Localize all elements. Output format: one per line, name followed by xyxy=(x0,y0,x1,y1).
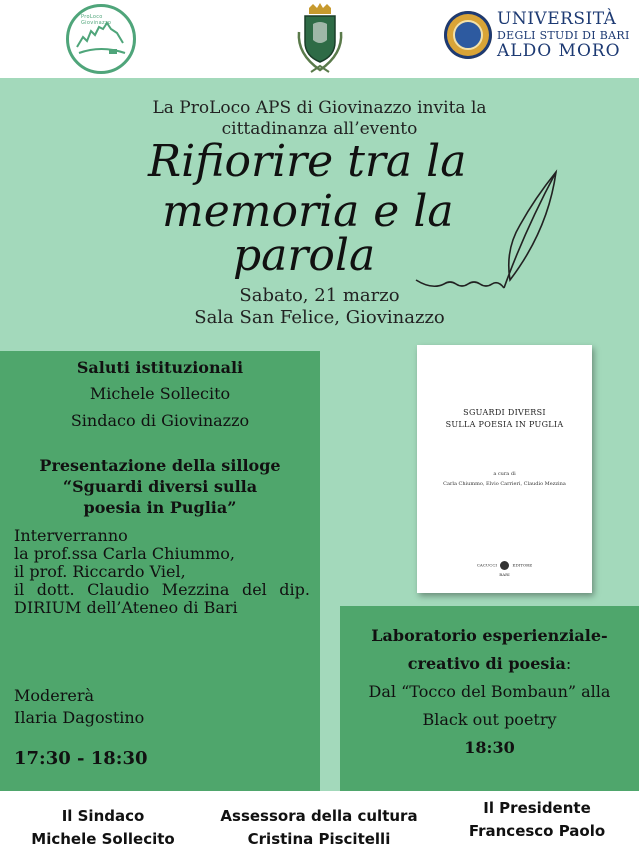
moderator-label: Modererà xyxy=(14,686,95,705)
title-line3: parola xyxy=(233,230,376,281)
presentation-line3: poesia in Puglia” xyxy=(83,498,237,517)
proloco-skyline-icon xyxy=(69,7,133,71)
workshop-desc-line1: Dal “Tocco del Bombaun” alla xyxy=(368,682,611,701)
main-panel xyxy=(0,78,639,791)
publisher-left: CACUCCI xyxy=(476,562,497,568)
university-line1: UNIVERSITÀ xyxy=(497,9,617,29)
book-cover xyxy=(417,345,592,593)
workshop-title-line2: creativo di poesia xyxy=(407,654,566,673)
signatures-footer xyxy=(0,791,639,851)
invite-line1: La ProLoco APS di Giovinazzo invita la xyxy=(152,98,487,118)
councillor-title: Assessora della cultura xyxy=(220,807,418,825)
footer-president xyxy=(452,797,622,843)
workshop-title-line2-wrap xyxy=(340,650,639,678)
speakers-list xyxy=(14,527,310,617)
book-publisher xyxy=(417,561,592,570)
book-authors: Carla Chiummo, Elvio Carrieri, Claudio Mezzina xyxy=(443,481,566,487)
greetings-heading: Saluti istituzionali xyxy=(76,358,244,377)
logos-bar xyxy=(0,0,639,78)
speaker-1: la prof.ssa Carla Chiummo, xyxy=(14,544,235,563)
program-panel xyxy=(0,351,320,791)
president-title: Il Presidente xyxy=(483,799,591,817)
workshop-desc-line2: Black out poetry xyxy=(422,710,557,729)
event-date-venue xyxy=(0,285,639,329)
speaker-2: il prof. Riccardo Viel, xyxy=(14,562,186,581)
footer-mayor xyxy=(18,805,188,851)
workshop-panel xyxy=(340,606,639,791)
invite-line2: cittadinanza all’evento xyxy=(221,119,418,139)
proloco-logo-text: ProLoco Giovinazzo xyxy=(81,14,112,26)
event-venue: Sala San Felice, Giovinazzo xyxy=(194,307,445,328)
moderator-name: Ilaria Dagostino xyxy=(14,708,145,727)
presentation-line1: Presentazione della silloge xyxy=(39,456,281,475)
speaker-3: il dott. Claudio Mezzina del dip. DIRIUM dell’Ateneo di Bari xyxy=(14,580,310,617)
mayor-title: Il Sindaco xyxy=(61,807,145,825)
president-name: Francesco Paolo xyxy=(468,822,606,840)
university-line2: DEGLI STUDI DI BARI xyxy=(497,29,630,42)
publisher-logo-icon xyxy=(500,561,509,570)
book-title xyxy=(417,407,592,431)
footer-councillor xyxy=(208,805,430,851)
title-line2: memoria e la xyxy=(162,186,454,237)
mayor-name: Michele Sollecito xyxy=(31,830,175,848)
workshop-title-colon: : xyxy=(565,654,572,673)
workshop-title-line1: Laboratorio esperienziale- xyxy=(371,626,608,645)
book-city: BARI xyxy=(499,572,510,577)
university-seal-icon xyxy=(444,11,492,59)
councillor-name: Cristina Piscitelli xyxy=(247,830,391,848)
greetings-role: Sindaco di Giovinazzo xyxy=(70,411,250,430)
coat-of-arms-icon xyxy=(293,2,347,76)
proloco-logo xyxy=(66,4,136,74)
program-time: 17:30 - 18:30 xyxy=(14,748,148,769)
workshop-time: 18:30 xyxy=(464,738,515,757)
event-date: Sabato, 21 marzo xyxy=(239,285,400,306)
university-line3: ALDO MORO xyxy=(497,41,621,61)
university-logo xyxy=(497,11,637,60)
book-title-line1: SGUARDI DIVERSI xyxy=(463,408,546,417)
book-curated: a cura di xyxy=(493,471,516,477)
moderator xyxy=(14,685,144,729)
publisher-right: EDITORE xyxy=(512,562,533,568)
book-title-line2: SULLA POESIA IN PUGLIA xyxy=(445,420,564,429)
speakers-intro: Interverranno xyxy=(14,526,128,545)
presentation-line2: “Sguardi diversi sulla xyxy=(62,477,258,496)
greetings-name: Michele Sollecito xyxy=(89,384,231,403)
title-line1: Rifiorire tra la xyxy=(148,136,467,187)
